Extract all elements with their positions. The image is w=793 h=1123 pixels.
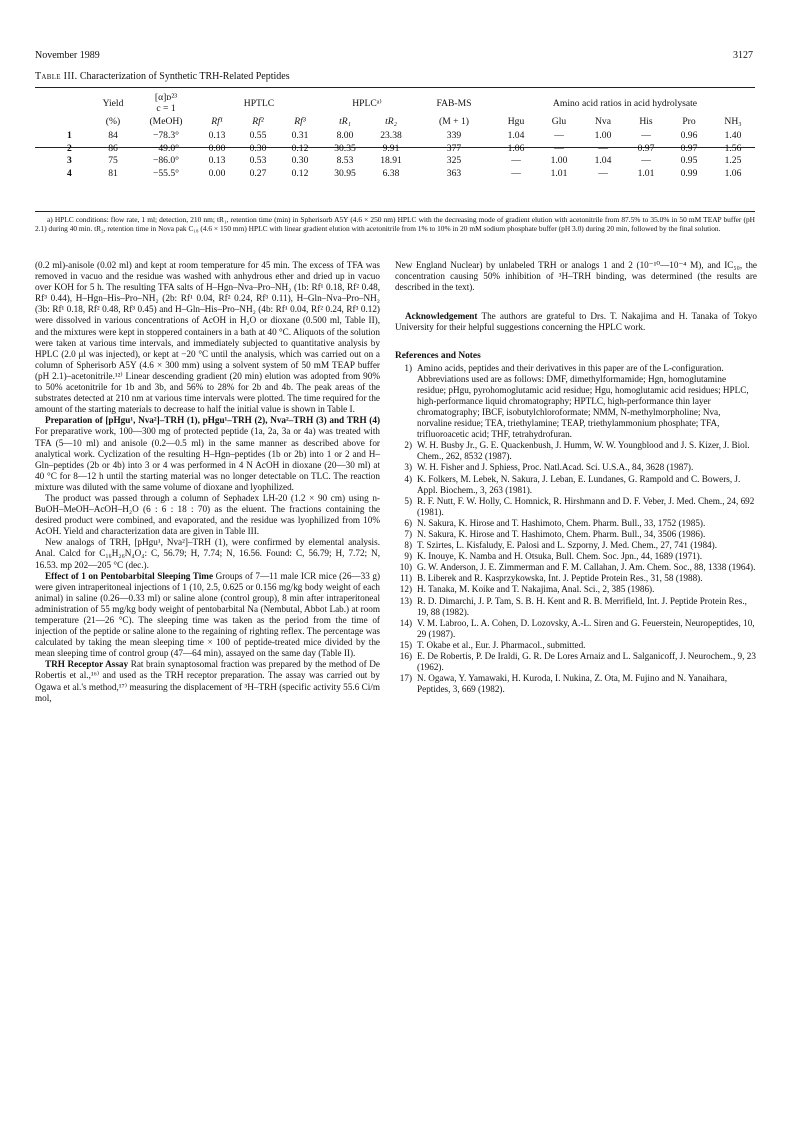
table-row [35,143,755,156]
reference-text: R. F. Nutt, F. W. Holly, C. Homnick, R. Hirshmann and D. F. Veber, J. Med. Chem., 24, 692 (1981). [417,495,755,517]
ack-text: The authors are grateful to Drs. T. Nakajima and H. Tanaka of Tokyo University for their helpful suggestions concerning the HPLC work. [395,311,757,333]
reference-item [395,596,757,618]
col-tr2: tR₂ [385,116,397,127]
cell-rf3: 0.12 [291,142,309,154]
col-tr1: tR₁ [339,116,351,127]
table-body [35,130,755,180]
reference-item [395,640,757,651]
references-heading: References and Notes [395,351,481,362]
reference-text: K. Folkers, M. Lebek, N. Sakura, J. Leban, E. Lundanes, G. Rampold and C. Bowers, J. Appl. Biochem., 3, 263 (1981). [417,473,741,495]
cell-rf3: 0.31 [291,130,309,141]
cell-nva: — [598,142,608,154]
cell-rot: −55.5° [152,167,180,179]
reference-text: T. Szirtes, L. Kisfaludy, E. Palosi and L. Szporny, J. Med. Chem., 27, 741 (1984). [417,540,717,551]
cell-pro: 0.95 [680,155,698,166]
paragraph-preparation [35,415,380,493]
unit-rotation: (MeOH) [149,116,183,127]
cell-tr2: 23.38 [380,130,402,141]
cell-glu: 1.00 [550,155,568,166]
section-heading: Preparation of [pHgu¹, Nva²]–TRH (1), pHgu¹–TRH (2), Nva²–TRH (3) and TRH (4) [45,415,380,426]
cell-his: 0.97 [637,142,655,154]
reference-number: 11) [400,573,412,584]
cell-pro: 0.97 [680,142,698,154]
cell-yield: 84 [108,130,118,141]
reference-item [395,551,757,562]
references-list [395,363,757,696]
cell-tr1: 8.53 [336,155,354,166]
cell-nva: 1.00 [594,130,612,141]
right-column [395,260,757,695]
cell-rf1: 0.13 [208,130,226,141]
table-caption-label: Table III. [35,71,78,82]
reference-item [395,529,757,540]
running-header-date: November 1989 [35,50,100,61]
cell-his: — [641,130,651,141]
cell-nh3: 1.25 [724,155,742,166]
reference-item [395,462,757,473]
cell-rot: −49.0° [152,142,180,154]
cell-rf3: 0.30 [291,155,309,166]
col-nh3: NH₃ [724,116,742,127]
cell-hgu: 1.06 [507,142,525,154]
section-heading: Effect of 1 on Pentobarbital Sleeping Time [45,570,214,581]
section-heading: TRH Receptor Assay [45,659,129,670]
cell-tr1: 8.00 [336,130,354,141]
reference-number: 7) [404,528,412,539]
cell-yield: 75 [108,155,118,166]
col-hgu: Hgu [507,116,525,127]
cell-yield: 81 [108,167,118,179]
cell-hgu: 1.04 [507,130,525,141]
reference-text: R. D. Dimarchi, J. P. Tam, S. B. H. Kent and R. B. Merrifield, Int. J. Peptide Protein Res., 19, 88 (1982). [417,595,747,617]
paragraph-sleeping-time [35,571,380,660]
cell-fab: 363 [446,167,462,179]
reference-number: 8) [404,540,412,551]
left-column [35,260,380,704]
table-rule-bottom [35,211,755,212]
table-row [35,130,755,143]
col-rf3: Rf³ [294,116,306,127]
paragraph-text: Rat brain synaptosomal fraction was prepared by the method of De Robertis et al.,¹⁶⁾ and used as the TRH receptor preparation. The assay was carried out by Ogawa et al.'s method,¹⁷⁾ measuring the displacement of ³H–TRH (specific activity 55.6 Ci/m mol, [35,659,381,703]
cell-his: — [641,155,651,166]
cell-fab: 339 [446,130,462,141]
cell-rf2: 0.30 [249,142,267,154]
col-amino-acid: Amino acid ratios in acid hydrolysate [552,97,698,109]
cell-glu: — [554,130,564,141]
reference-text: N. Ogawa, Y. Yamawaki, H. Kuroda, I. Nukina, Z. Ota, M. Fujino and N. Yanaihara, Peptides, 3, 669 (1982). [417,673,728,695]
reference-number: 12) [399,584,412,595]
reference-item [395,584,757,595]
reference-item [395,673,757,695]
table-caption [35,71,290,82]
cell-nh3: 1.56 [724,142,742,154]
reference-number: 5) [404,495,412,506]
cell-rot: −78.3° [152,130,180,141]
col-rf1: Rf¹ [211,116,223,127]
table-footnote: a) HPLC conditions: flow rate, 1 ml; detection, 210 nm; tR₁, retention time (min) in Spherisorb A5Y (4.6 × 250 nm) HPLC with the decreasing mode of gradient elution with acetonitrile from 87.5% to 35.0% in 50 mM TEAP buffer (pH 2.1) during 40 min. tR₂, retention time in Nova pak C₁₈ (4.6 × 150 mm) HPLC with linear gradient elution with acetonitrile from 1% to 10% in 20 mM sodium phosphate buffer (pH 3.0) during 20 min, followed by the final solution. [35,215,755,233]
reference-number: 10) [399,562,412,573]
cell-pro: 0.99 [680,167,698,179]
reference-number: 2) [404,440,412,451]
reference-item [395,573,757,584]
reference-text: B. Liberek and R. Kasprzykowska, Int. J. Peptide Protein Res., 31, 58 (1988). [417,573,703,584]
reference-text: G. W. Anderson, J. E. Zimmerman and F. M. Callahan, J. Am. Chem. Soc., 88, 1338 (1964). [417,562,756,573]
cell-glu: — [554,142,564,154]
reference-text: W. H. Fisher and J. Sphiess, Proc. Natl.Acad. Sci. U.S.A., 84, 3628 (1987). [417,462,694,473]
cell-hgu: — [511,167,521,179]
compound-id: 2 [67,142,72,154]
cell-glu: 1.01 [550,167,568,179]
reference-text: T. Okabe et al., Eur. J. Pharmacol., submitted. [417,639,586,650]
table-row [35,155,755,168]
col-rf2: Rf² [252,116,264,127]
compound-id: 3 [67,155,72,166]
reference-text: W. H. Busby Jr., G. E. Quackenbush, J. Humm, W. W. Youngblood and J. S. Kizer, J. Biol. Chem., 262, 8532 (1987). [417,440,750,462]
reference-item [395,540,757,551]
reference-text: Amino acids, peptides and their derivatives in this paper are of the L-configuration. Abbreviations used are as follows: DMF, dimethylformamide; Hgn, homoglutamine residue; pHgu, pyrohomoglutamic acid residue; Hgu, homoglutamic acid residues; HPLC, high-performance liquid chromatography; HPTLC, high-performance thin layer chromatography; IBCF, isobutylchloroformate; NMM, N-methylmorpholine; Nva, norvaline residue; TEA, triethylamine; TEAP, triethylammonium phosphate; TFA, trifluoroacetic acid; THF, tetrahydrofuran. [417,362,749,440]
reference-text: H. Tanaka, M. Koike and T. Nakajima, Anal. Sci., 2, 385 (1986). [417,584,655,595]
cell-fab: 377 [446,142,462,154]
acknowledgement [395,311,757,333]
page-number: 3127 [733,50,753,61]
paragraph: (0.2 ml)-anisole (0.02 ml) and kept at room temperature for 45 min. The excess of TFA was removed in vacuo and the residue was washed with anhydrous ether and dried up in vacuo over KOH for 5 h. The resulting TFA salts of H–Hgn–Nva–Pro–NH₂ (1b: Rf¹ 0.18, Rf² 0.48, Rf³ 0.44), H–Hgn–His–Pro–NH₂ (2b: Rf¹ 0.04, Rf² 0.24, Rf³ 0.11), H–Gln–Nva–Pro–NH₂ (3b: Rf¹ 0.18, Rf² 0.48, Rf³ 0.45) and H–Gln–His–Pro–NH₂ (4b: Rf¹ 0.04, Rf² 0.24, Rf³ 0.12) were dissolved in various concentrations of AcOH in H₂O or dioxane (0.500 ml, Table II), and the mixtures were kept in stoppered containers in a bath at 40 °C. Aliquots of the solution were taken at various time intervals, and immediately subjected to quantitative analysis by HPLC (2.0 μl was injected), or kept at −20 °C until the analysis, which was carried out on a column of Spherisorb A5Y (4.6 × 300 mm) using a solvent system of 50 mM TEAP buffer (pH 2.1)–acetonitrile.¹²⁾ Linear descending gradient (20 min) elution was adopted from 90% to 50% acetonitrile for 1b and 3b, and 56% to 28% for 2b and 4b. The peak areas of the substrates detected at 210 nm at various time intervals were plotted. The time required for the amount of the starting materials to decrease to half the initial value is shown in Table I. [35,260,380,415]
cell-rf2: 0.53 [249,155,267,166]
col-nva: Nva [595,116,611,127]
col-fabms: FAB-MS [436,97,472,109]
reference-item [395,363,757,441]
reference-number: 6) [404,517,412,528]
cell-rot: −86.0° [152,155,180,166]
cell-tr2: 9.91 [382,142,400,154]
col-his: His [639,116,653,127]
reference-number: 14) [399,617,412,628]
compound-id: 1 [67,130,72,141]
reference-number: 4) [404,473,412,484]
paragraph-text: For preparative work, 100—300 mg of protected peptide (1a, 2a, 3a or 4a) was treated with TFA (5—10 ml) and anisole (0.2—0.5 ml) in the same manner as described above for analytical work. Cyclization of the resulting H–Hgn–peptides (1b or 2b) into 1 or 2 and H–Gln–peptides (2b or 4b) into 3 or 4 was performed in 4 N AcOH in dioxane (20—30 ml) at 40 °C for 8—12 h until the starting material was no longer detectable on TLC. The reaction mixture was diluted with the same volume of dioxane and lyophilized. [35,426,380,492]
unit-yield: (%) [105,116,121,127]
col-pro: Pro [682,116,696,127]
reference-number: 3) [404,462,412,473]
reference-item [395,496,757,518]
reference-item [395,440,757,462]
col-rotation [135,88,197,115]
cell-tr2: 18.91 [380,155,402,166]
reference-item [395,651,757,673]
paragraph-text: Groups of 7—11 male ICR mice (26—33 g) were given intraperitoneal injections of 1 (10, 2.5, 0.625 or 0.156 mg/kg body weight of each animal) in saline (0.26—0.33 ml) or saline alone (control group), 8 min after intraperitoneal administration of 55 mg/kg body weight of pentobarbital Na (Nembutal, Abbot Lab.) at room temperature (21—26 °C). The sleeping time was taken as the period from the time of injection of the peptide or saline alone to the regaining of righting reflex. The percentage was calculated by taking the mean sleeping time × 100 of peptide-treated mice divided by the mean sleeping time of control group (47—64 min), assayed on the same day (Table II). [35,570,380,659]
reference-text: E. De Robertis, P. De Iraldi, G. R. De Lores Arnaiz and L. Salganicoff, J. Neurochem., 9, 23 (1962). [417,651,756,673]
col-rotation-symbol: [α]ᴅ²³ [154,92,178,103]
cell-tr1: 30.35 [334,142,356,154]
cell-rf2: 0.27 [249,167,267,179]
cell-rf1: 0.00 [208,142,226,154]
reference-number: 15) [399,639,412,650]
reference-item [395,518,757,529]
reference-number: 1) [404,362,412,373]
col-hptlc: HPTLC [243,97,275,109]
col-rotation-conc: c = 1 [156,103,176,114]
col-hplc: HPLCᵃ⁾ [352,97,382,109]
cell-nva: 1.04 [594,155,612,166]
reference-text: N. Sakura, K. Hirose and T. Hashimoto, Chem. Pharm. Bull., 34, 3506 (1986). [417,528,706,539]
table-row [35,168,755,181]
reference-item [395,562,757,573]
cell-rf1: 0.00 [208,167,226,179]
cell-fab: 325 [446,155,462,166]
reference-number: 9) [404,551,412,562]
col-glu: Glu [551,116,567,127]
reference-number: 16) [399,651,412,661]
characterization-table [35,88,755,180]
paragraph-receptor-assay [35,659,380,703]
reference-number: 17) [399,673,412,684]
cell-tr1: 30.95 [334,167,356,179]
reference-number: 13) [399,595,412,606]
reference-text: V. M. Labroo, L. A. Cohen, D. Lozovsky, A.-L. Siren and G. Feuerstein, Neuropeptides, 10, 29 (1987). [417,617,755,639]
cell-yield: 86 [108,142,118,154]
reference-text: K. Inouye, K. Namba and H. Otsuka, Bull. Chem. Soc. Jpn., 44, 1689 (1971). [417,551,703,562]
col-yield: Yield [102,97,124,109]
cell-rf3: 0.12 [291,167,309,179]
cell-hgu: — [511,155,521,166]
cell-rf2: 0.55 [249,130,267,141]
cell-nh3: 1.06 [724,167,742,179]
paragraph: New analogs of TRH, [pHgu¹, Nva²]–TRH (1), were confirmed by elemental analysis. Anal. Calcd for C₁₆H₂₆N₄O₄: C, 56.79; H, 7.74; N, 16.56. Found: C, 56.79; H, 7.72; N, 16.53. mp 202—205 °C (dec.). [35,537,380,570]
paragraph: New England Nuclear) by unlabeled TRH or analogs 1 and 2 (10⁻¹⁰—10⁻⁴ M), and IC₅₀, the concentration causing 50% inhibition of ³H–TRH binding, was determined (the results are described in the text). [395,260,757,293]
cell-nva: — [598,167,608,179]
cell-tr2: 6.38 [382,167,400,179]
unit-fab: (M + 1) [439,116,469,127]
paragraph: The product was passed through a column of Sephadex LH-20 (1.2 × 90 cm) using n-BuOH–MeOH–AcOH–H₂O (6 : 6 : 18 : 70) as the eluent. The fractions containing the desired product were combined, and evaporated, and the residue was lyophilized from 10% AcOH. Yield and characterization data are given in Table III. [35,492,380,537]
reference-item [395,618,757,640]
cell-pro: 0.96 [680,130,698,141]
ack-heading: Acknowledgement [405,311,478,322]
cell-his: 1.01 [637,167,655,179]
cell-nh3: 1.40 [724,130,742,141]
table-caption-text: Characterization of Synthetic TRH-Related Peptides [79,71,290,82]
cell-rf1: 0.13 [208,155,226,166]
compound-id: 4 [67,167,72,179]
reference-item [395,474,757,496]
reference-text: N. Sakura, K. Hirose and T. Hashimoto, Chem. Pharm. Bull., 33, 1752 (1985). [417,517,706,528]
